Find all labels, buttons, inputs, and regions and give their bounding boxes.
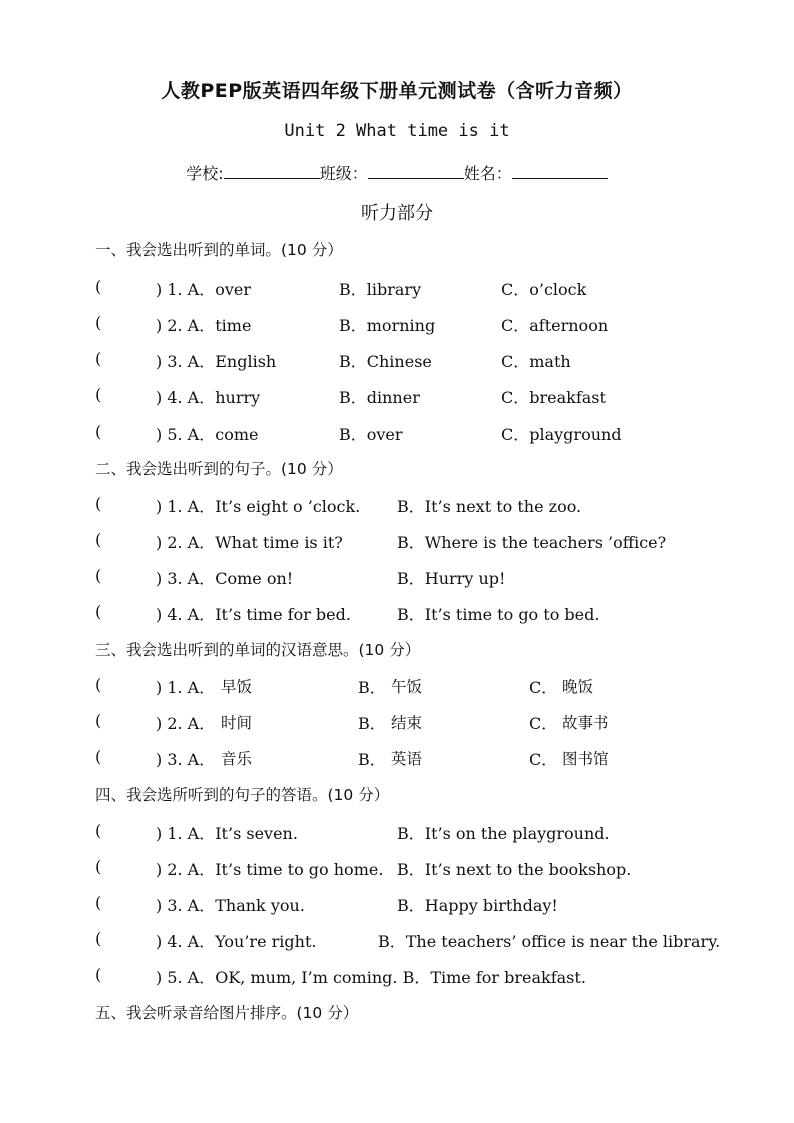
option-a: ) 4. A．You’re right. (156, 932, 317, 951)
option-a: ) 2. A．time (156, 316, 252, 335)
answer-paren[interactable]: ( (95, 385, 102, 404)
answer-paren[interactable]: ( (95, 566, 102, 585)
option-a: ) 1. A．It’s seven. (156, 824, 298, 843)
option-a: ) 2. A．It’s time to go home. (156, 860, 384, 879)
answer-paren[interactable]: ( (95, 313, 102, 332)
option-a: ) 4. A．It’s time for bed. (156, 605, 351, 624)
section-heading: 三、我会选出听到的单词的汉语意思。(10 分） (95, 641, 421, 659)
question-row (0, 494, 794, 518)
answer-paren[interactable]: ( (95, 422, 102, 441)
question-row (0, 675, 794, 699)
question-row (0, 277, 794, 301)
option-a: ) 5. A．OK, mum, I’m coming. B．Time for breakfast. (156, 968, 586, 987)
option-b: B．It’s next to the zoo. (397, 497, 582, 516)
class-label: 班级： (319, 164, 368, 183)
answer-paren[interactable]: ( (95, 494, 102, 513)
option-b: B．It’s time to go to bed. (397, 605, 600, 624)
option-c-prefix: C． (529, 750, 558, 769)
question-row (0, 929, 794, 953)
option-b: B．dinner (339, 388, 420, 407)
option-a-prefix: ) 3. A． (156, 750, 216, 769)
option-c: 晚饭 (562, 678, 594, 696)
question-row (0, 821, 794, 845)
option-a: 早饭 (221, 678, 253, 696)
question-row (0, 602, 794, 626)
option-c: 故事书 (562, 714, 609, 732)
listening-part-title: 听力部分 (361, 203, 433, 224)
answer-paren[interactable]: ( (95, 929, 102, 948)
student-info-line (0, 161, 794, 184)
section-heading: 一、我会选出听到的单词。(10 分） (95, 241, 343, 259)
option-b: 英语 (391, 750, 423, 768)
section-heading: 五、我会听录音给图片排序。(10 分） (95, 1004, 359, 1022)
question-row (0, 385, 794, 409)
answer-paren[interactable]: ( (95, 857, 102, 876)
option-c: C．breakfast (501, 388, 606, 407)
option-b: B．morning (339, 316, 436, 335)
option-a: ) 2. A．What time is it? (156, 533, 343, 552)
question-row (0, 857, 794, 881)
option-a: 音乐 (221, 750, 253, 768)
option-b-prefix: B． (358, 678, 386, 697)
question-row (0, 530, 794, 554)
option-c-prefix: C． (529, 678, 558, 697)
option-a: 时间 (221, 714, 253, 732)
option-b: B．library (339, 280, 422, 299)
option-b: B．Chinese (339, 352, 432, 371)
option-a: ) 1. A．It’s eight o ’clock. (156, 497, 361, 516)
answer-paren[interactable]: ( (95, 349, 102, 368)
answer-paren[interactable]: ( (95, 965, 102, 984)
option-b-prefix: B． (358, 750, 386, 769)
class-blank[interactable] (368, 164, 464, 179)
option-b: B．Happy birthday! (397, 896, 558, 915)
option-a-prefix: ) 2. A． (156, 714, 216, 733)
option-c: C．afternoon (501, 316, 609, 335)
option-b: 结束 (391, 714, 423, 732)
question-row (0, 893, 794, 917)
option-a: ) 4. A．hurry (156, 388, 261, 407)
option-c-prefix: C． (529, 714, 558, 733)
option-b: 午饭 (391, 678, 423, 696)
school-blank[interactable] (224, 164, 320, 179)
answer-paren[interactable]: ( (95, 711, 102, 730)
section-heading: 四、我会选所听到的句子的答语。(10 分） (95, 786, 390, 804)
question-row (0, 349, 794, 373)
name-label: 姓名： (463, 164, 512, 183)
option-b: B．The teachers’ office is near the library. (378, 932, 721, 951)
option-a: ) 5. A．come (156, 425, 259, 444)
unit-subtitle: Unit 2 What time is it (284, 121, 510, 141)
option-a-prefix: ) 1. A． (156, 678, 216, 697)
section-heading: 二、我会选出听到的句子。(10 分） (95, 460, 343, 478)
question-row (0, 566, 794, 590)
question-row (0, 965, 794, 989)
option-b-prefix: B． (358, 714, 386, 733)
answer-paren[interactable]: ( (95, 530, 102, 549)
option-b: B．It’s on the playground. (397, 824, 610, 843)
answer-paren[interactable]: ( (95, 602, 102, 621)
option-b: B．Hurry up! (397, 569, 506, 588)
option-c: 图书馆 (562, 750, 609, 768)
question-row (0, 711, 794, 735)
option-a: ) 1. A．over (156, 280, 252, 299)
option-b: B．over (339, 425, 403, 444)
answer-paren[interactable]: ( (95, 747, 102, 766)
answer-paren[interactable]: ( (95, 277, 102, 296)
question-row (0, 422, 794, 446)
option-c: C．o’clock (501, 280, 587, 299)
option-a: ) 3. A．Thank you. (156, 896, 305, 915)
page-title: 人教PEP版英语四年级下册单元测试卷（含听力音频） (161, 80, 633, 102)
question-row (0, 313, 794, 337)
answer-paren[interactable]: ( (95, 821, 102, 840)
school-label: 学校: (186, 164, 224, 183)
answer-paren[interactable]: ( (95, 893, 102, 912)
option-b: B．It’s next to the bookshop. (397, 860, 632, 879)
option-c: C．playground (501, 425, 622, 444)
name-blank[interactable] (512, 164, 608, 179)
answer-paren[interactable]: ( (95, 675, 102, 694)
option-c: C．math (501, 352, 571, 371)
question-row (0, 747, 794, 771)
option-b: B．Where is the teachers ’office? (397, 533, 667, 552)
option-a: ) 3. A．Come on! (156, 569, 294, 588)
option-a: ) 3. A．English (156, 352, 277, 371)
